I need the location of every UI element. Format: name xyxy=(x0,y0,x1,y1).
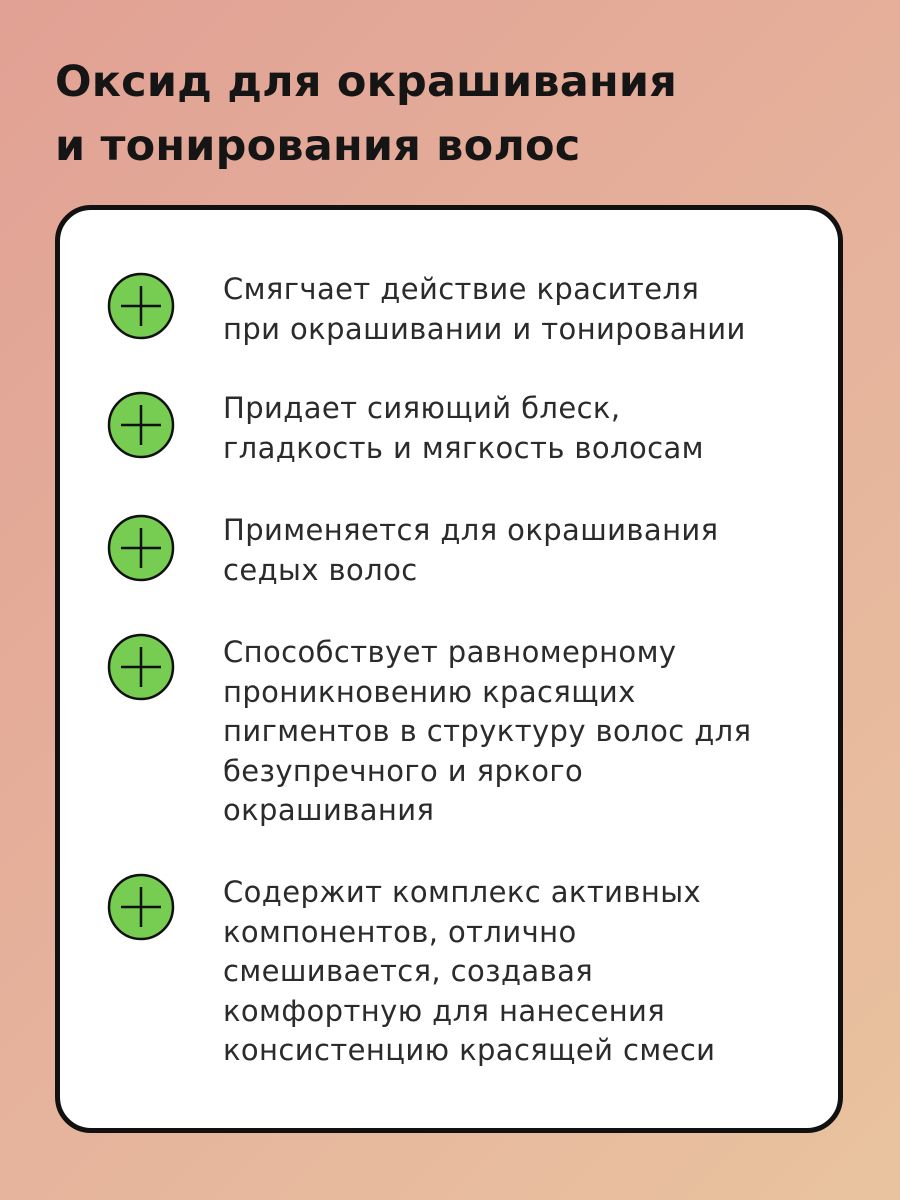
page-title-line: и тонирования волос xyxy=(55,121,581,171)
plus-circle-icon xyxy=(107,272,175,340)
feature-line: Придает сияющий блеск, xyxy=(223,391,621,425)
feature-text xyxy=(223,633,833,831)
plus-circle-icon xyxy=(107,514,175,582)
feature-line: при окрашивании и тонировании xyxy=(223,311,746,346)
feature-line: седых волос xyxy=(223,552,418,587)
plus-circle-icon xyxy=(107,391,175,459)
feature-line: комфортную для нанесения xyxy=(223,993,666,1028)
feature-line: Применяется для окрашивания xyxy=(223,513,719,547)
page-title-line: Оксид для окрашивания xyxy=(55,57,678,107)
plus-circle-icon xyxy=(107,873,175,941)
feature-line: Смягчает действие красителя xyxy=(223,272,700,306)
feature-line: компонентов, отлично xyxy=(223,914,577,949)
feature-line: безупречного и яркого xyxy=(223,753,584,788)
page-title xyxy=(55,50,855,178)
feature-text xyxy=(223,511,833,590)
plus-circle-icon xyxy=(107,633,175,701)
feature-text xyxy=(223,270,833,349)
feature-text xyxy=(223,389,833,468)
feature-line: Содержит комплекс активных xyxy=(223,875,702,909)
feature-line: консистенцию красящей смеси xyxy=(223,1033,716,1067)
feature-text xyxy=(223,873,833,1071)
feature-line: Способствует равномерному xyxy=(223,635,677,669)
feature-line: проникновению красящих xyxy=(223,674,636,709)
feature-line: окрашивания xyxy=(223,793,435,827)
feature-line: пигментов в структуру волос для xyxy=(223,714,752,748)
feature-line: смешивается, создавая xyxy=(223,954,594,988)
feature-line: гладкость и мягкость волосам xyxy=(223,430,704,465)
features-card xyxy=(55,205,843,1133)
